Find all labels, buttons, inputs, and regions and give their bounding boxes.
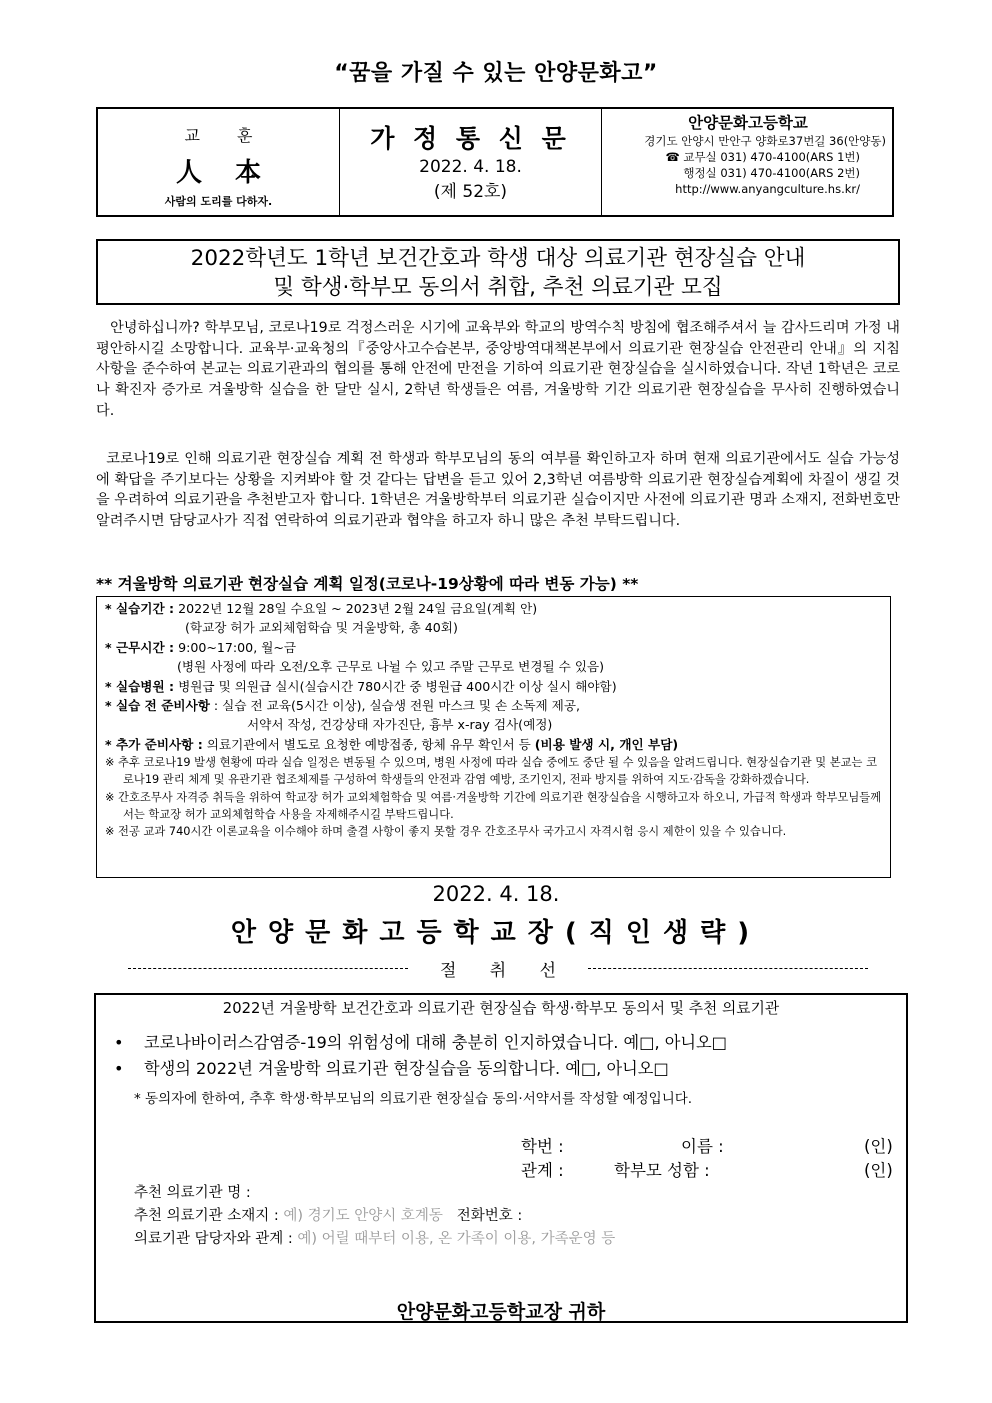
rec-loc-label: 추천 의료기관 소재지 :	[134, 1208, 279, 1224]
student-no-field[interactable]: 학번 :	[521, 1137, 564, 1156]
school-url[interactable]: http://www.anyangculture.hs.kr/	[675, 182, 860, 196]
rec-hospital-location-field[interactable]	[134, 1204, 522, 1225]
school-phone-1: ☎ 교무실 031) 470-4100(ARS 1번)	[665, 150, 860, 164]
notice-title-line-2: 및 학생·학부모 동의서 취합, 추천 의료기관 모집	[273, 275, 723, 300]
body-paragraph-1	[96, 318, 900, 422]
motto-sub: 사람의 도리를 다하자.	[164, 195, 273, 208]
notice-title-line-1: 2022학년도 1학년 보건간호과 학생 대상 의료기관 현장실습 안내	[190, 246, 806, 271]
prep-label: * 실습 전 준비사항	[105, 698, 210, 714]
body-paragraph-2	[96, 449, 900, 532]
cut-label: 절 취 선	[439, 961, 571, 981]
seal-2: (인)	[864, 1161, 893, 1180]
schedule-hours	[105, 638, 884, 657]
motto: 人 本	[175, 158, 274, 188]
period-sub: (학교장 허가 교외체험학습 및 겨울방학, 총 40회)	[185, 620, 458, 636]
rec-hospital-name-field[interactable]: 추천 의료기관 명 :	[134, 1185, 251, 1201]
cut-dash-left	[128, 968, 408, 969]
period-value: 2022년 12월 28일 수요일 ~ 2023년 2월 24일 금요일(계획 안)	[174, 601, 538, 616]
name-field[interactable]: 이름 :	[681, 1137, 724, 1156]
hospital-value: 병원급 및 의원급 실시(실습시간 780시간 중 병원급 400시간 이상 실시 해야함)	[174, 678, 617, 694]
hours-sub: (병원 사정에 따라 오전/오후 근무로 나뉠 수 있고 주말 근무로 변경될 수 있음)	[177, 659, 605, 675]
schedule-note-1: ※ 추후 코로나19 발생 현황에 따라 실습 일정은 변동될 수 있으며, 병원 사정에 따라 실습 중에도 중단 될 수 있음을 알려드립니다. 현장실습기관 및 본교는 코로나19 관리 체계 및 유관기관 협조체제를 구성하여 학생들의 안전과 감염 예방, 조기인지, 전파 방지를 위하여 지도·감독을 강화하겠습니다.	[105, 756, 877, 787]
extra-label: * 추가 준비사항 :	[105, 736, 203, 752]
prep-sub: 서약서 작성, 건강상태 자가진단, 흉부 x-ray 검사(예정)	[247, 717, 553, 733]
hours-value: 9:00~17:00, 월~금	[174, 639, 297, 655]
doc-date: 2022. 4. 18.	[419, 157, 522, 177]
hospital-label: * 실습병원 :	[105, 678, 175, 694]
doc-info-cell	[340, 109, 602, 215]
slogan: “꿈을 가질 수 있는 안양문화고”	[334, 61, 658, 86]
rec-loc-example: 예) 경기도 안양시 호계동	[283, 1208, 443, 1224]
consent-practicum[interactable]: 학생의 2022년 겨울방학 의료기관 현장실습을 동의합니다. 예□, 아니오□	[144, 1059, 669, 1078]
seal-1: (인)	[864, 1137, 893, 1156]
schedule-note-2: ※ 간호조무사 자격증 취득을 위하여 학교장 허가 교외체험학습 및 여름·겨울방학 기간에 의료기관 현장실습을 시행하고자 하오니, 가급적 학생과 학부모님들께서는 학교장 허가 교외체험학습 사용을 자제해주시길 부탁드립니다.	[105, 790, 882, 821]
consent-covid-risk[interactable]: 코로나바이러스감염증-19의 위험성에 대해 충분히 인지하였습니다. 예□, 아니오□	[144, 1033, 727, 1052]
doc-type: 가 정 통 신 문	[370, 124, 571, 153]
parent-name-field[interactable]: 학부모 성함 :	[614, 1161, 710, 1180]
motto-label: 교 훈	[184, 126, 269, 145]
form-title: 2022년 겨울방학 보건간호과 의료기관 현장실습 학생·학부모 동의서 및 추천 의료기관	[222, 1000, 780, 1017]
cut-line	[128, 956, 868, 981]
body-paragraph-1-text: 안녕하십니까? 학부모님, 코로나19로 걱정스러운 시기에 교육부와 학교의 방역수칙 방침에 협조해주셔서 늘 감사드리며 가정 내 평안하시길 소망합니다. 교육부·교육청의『중앙사고수습본부, 중앙방역대책본부에서 의료기관 현장실습 안전관리 안내』의 지침 사항을 준수하여 본교는 의료기관과의 협의를 통해 안전에 만전을 기하여 의료기관 현장실습을 실시하였습니다. 작년 1학년은 코로나 확진자 증가로 겨울방학 실습을 한 달만 실시, 2학년 학생들은 여름, 겨울방학 기간 의료기관 현장실습을 무사히 진행하였습니다.	[96, 320, 901, 419]
school-info-cell	[602, 109, 892, 215]
bullet-symbol-2: •	[114, 1059, 124, 1078]
hours-label: * 근무시간 :	[105, 639, 175, 655]
school-address: 경기도 안양시 만안구 양화로37번길 36(안양동)	[644, 134, 886, 148]
letterhead-table	[96, 107, 894, 217]
schedule-hospital	[105, 677, 884, 696]
schedule-title: ** 겨울방학 의료기관 현장실습 계획 일정(코로나-19상황에 따라 변동 가능) **	[96, 575, 639, 593]
form-bullet-1	[114, 1029, 727, 1053]
schedule-box	[96, 596, 891, 878]
schedule-note-3: ※ 전공 교과 740시간 이론교육을 이수해야 하며 출결 사항이 좋지 못할 경우 간호조무사 국가고시 자격시험 응시 제한이 있을 수 있습니다.	[105, 825, 787, 839]
extra-bold: (비용 발생 시, 개인 부담)	[534, 736, 679, 752]
cut-dash-right	[588, 968, 868, 969]
bullet-symbol-1: •	[114, 1033, 124, 1052]
rec-rel-example: 예) 어릴 때부터 이용, 온 가족이 이용, 가족운영 등	[297, 1231, 616, 1247]
phone-label[interactable]: 전화번호 :	[456, 1208, 523, 1224]
relation-field[interactable]: 관계 :	[521, 1161, 564, 1180]
extra-value: 의료기관에서 별도로 요청한 예방접종, 항체 유무 확인서 등	[202, 736, 535, 752]
body-paragraph-2-text: 코로나19로 인해 의료기관 현장실습 계획 전 학생과 학부모님의 동의 여부를 확인하고자 하며 현재 의료기관에서도 실습 가능성에 확답을 주기보다는 상황을 지켜봐야 할 것 같다는 답변을 듣고 있어 2,3학년 여름방학 의료기관 현장실습계획에 차질이 생길 것을 우려하여 의료기관을 추천받고자 합니다. 1학년은 겨울방학부터 의료기관 실습이지만 사전에 의료기관 명과 소재지, 전화번호만 알려주시면 담당교사가 직접 연락하여 의료기관과 협약을 하고자 하니 많은 추천 부탁드립니다.	[96, 451, 900, 530]
rec-relation-field[interactable]	[134, 1227, 615, 1248]
motto-cell	[98, 109, 340, 215]
principal-signature: 안양문화고등학교장(직인생략)	[230, 918, 762, 948]
form-note: * 동의자에 한하여, 추후 학생·학부모님의 의료기관 현장실습 동의·서약서를 작성할 예정입니다.	[134, 1091, 693, 1107]
doc-issue: (제 52호)	[433, 182, 508, 202]
consent-form	[94, 993, 908, 1323]
prep-value: : 실습 전 교육(5시간 이상), 실습생 전원 마스크 및 손 소독제 제공,	[209, 698, 581, 714]
school-phone-2: 행정실 031) 470-4100(ARS 2번)	[683, 166, 860, 180]
closing-date: 2022. 4. 18.	[432, 882, 560, 906]
form-bullet-2	[114, 1055, 669, 1079]
rec-rel-label: 의료기관 담당자와 관계 :	[134, 1231, 293, 1247]
schedule-extra	[105, 735, 884, 754]
schedule-prep	[105, 696, 884, 715]
school-name: 안양문화고등학교	[688, 114, 808, 132]
period-label: * 실습기간 :	[105, 601, 175, 616]
notice-title	[96, 239, 900, 305]
form-addressee: 안양문화고등학교장 귀하	[396, 1301, 606, 1323]
schedule-period	[105, 599, 884, 618]
